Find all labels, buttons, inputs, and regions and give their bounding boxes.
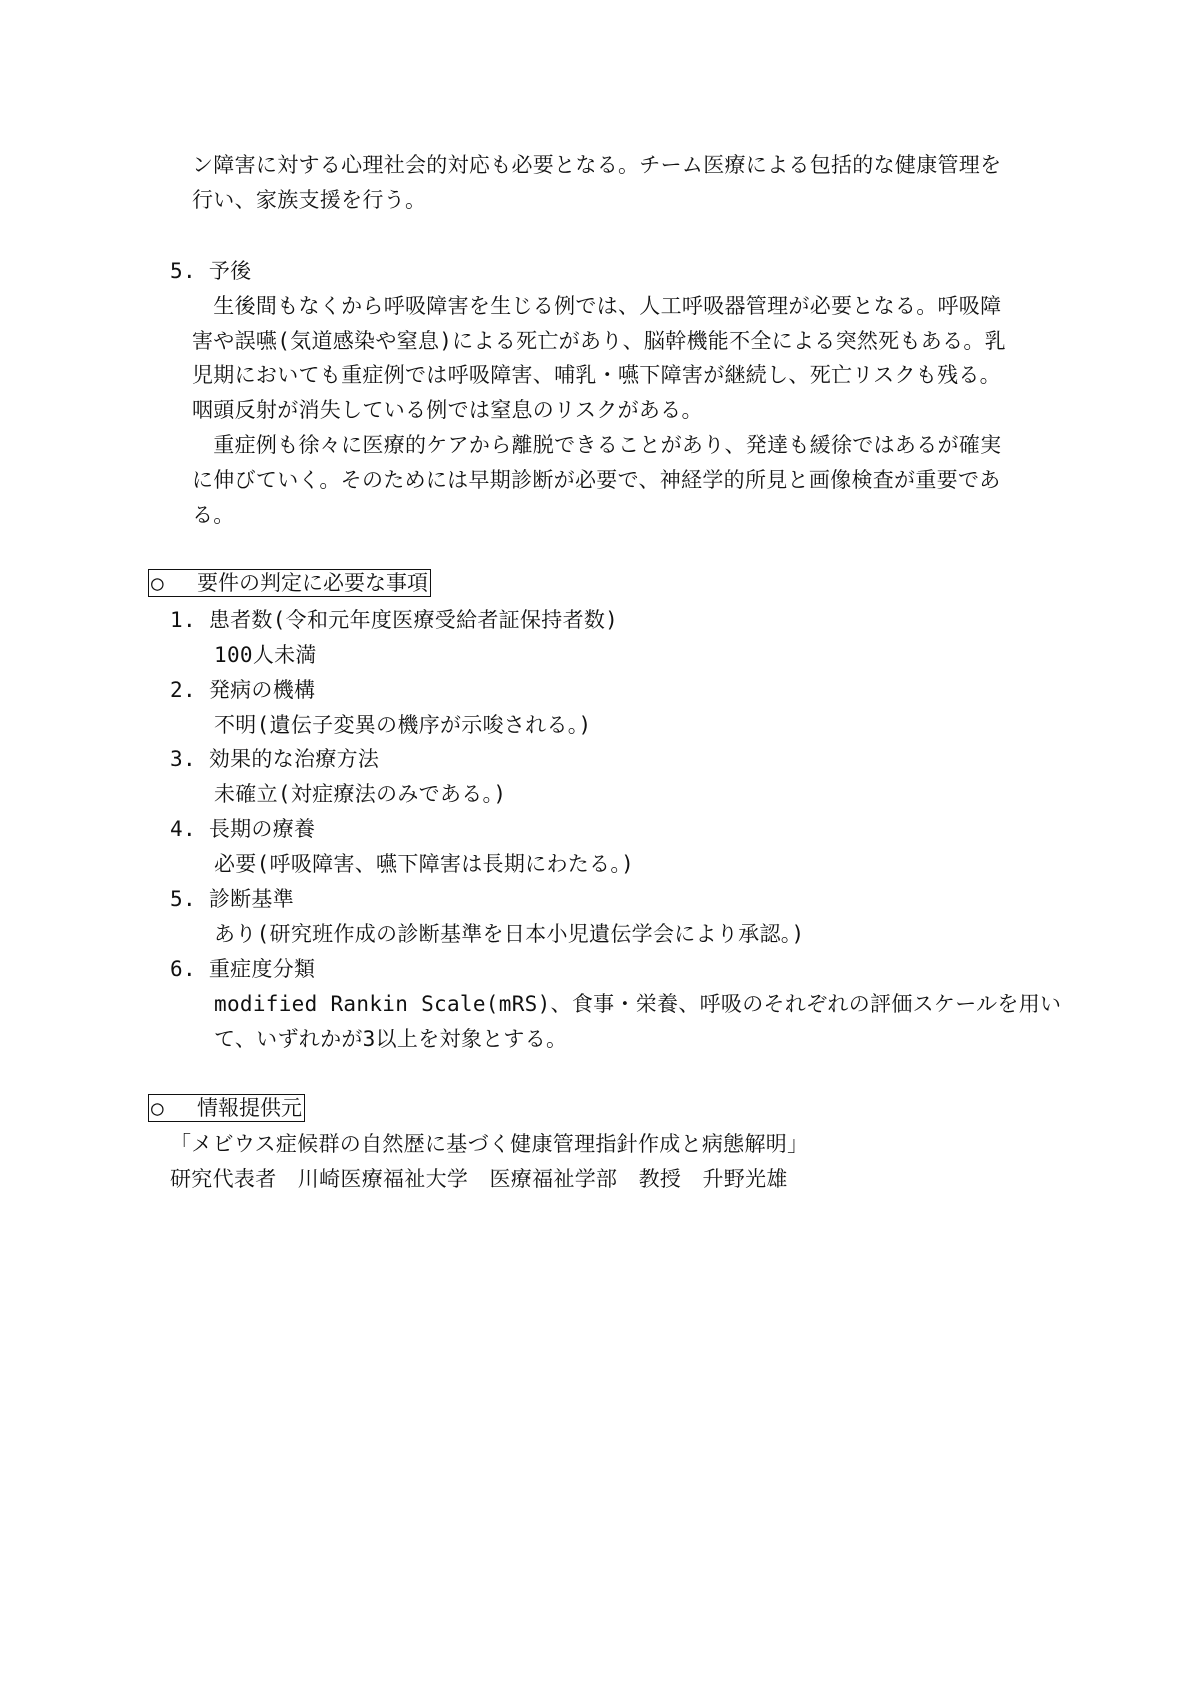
requirement-heading-6: 6. 重症度分類 (170, 957, 316, 981)
requirement-body-4: 必要(呼吸障害、嚥下障害は長期にわたる。) (214, 852, 635, 876)
prognosis-heading: 5. 予後 (170, 259, 252, 283)
requirement-heading-4: 4. 長期の療養 (170, 817, 316, 841)
prognosis-line-4: 咽頭反射が消失している例では窒息のリスクがある。 (192, 398, 703, 422)
requirement-body-2: 不明(遺伝子変異の機序が示唆される。) (214, 713, 592, 737)
prognosis-line-5: 重症例も徐々に医療的ケアから離脱できることがあり、発達も緩徐ではあるが確実 (192, 433, 1002, 457)
source-representative: 研究代表者 川崎医療福祉大学 医療福祉学部 教授 升野光雄 (170, 1167, 788, 1191)
requirement-heading-5: 5. 診断基準 (170, 887, 295, 911)
requirement-body-6-line-2: て、いずれかが3以上を対象とする。 (214, 1027, 568, 1051)
requirement-body-5: あり(研究班作成の診断基準を日本小児遺伝学会により承認。) (214, 922, 805, 946)
prognosis-line-2: 害や誤嚥(気道感染や窒息)による死亡があり、脳幹機能不全による突然死もある。乳 (192, 329, 1006, 353)
requirement-heading-2: 2. 発病の機構 (170, 678, 316, 702)
intro-line-2: 行い、家族支援を行う。 (192, 188, 427, 212)
requirement-body-1: 100人未満 (214, 643, 317, 667)
requirement-body-3: 未確立(対症療法のみである。) (214, 782, 507, 806)
source-title: 情報提供元 (197, 1096, 302, 1120)
circle-mark-icon: ○ (151, 1096, 164, 1120)
prognosis-line-3: 児期においても重症例では呼吸障害、哺乳・嚥下障害が継続し、死亡リスクも残る。 (192, 363, 1001, 387)
requirements-title: 要件の判定に必要な事項 (197, 571, 428, 595)
source-project-title: 「メビウス症候群の自然歴に基づく健康管理指針作成と病態解明」 (170, 1132, 809, 1156)
requirement-body-6-line-1: modified Rankin Scale(mRS)、食事・栄養、呼吸のそれぞれの評価スケールを用い (214, 992, 1062, 1016)
requirements-section-header (148, 569, 431, 597)
requirement-heading-3: 3. 効果的な治療方法 (170, 747, 380, 771)
prognosis-line-1: 生後間もなくから呼吸障害を生じる例では、人工呼吸器管理が必要となる。呼吸障 (192, 294, 1002, 318)
requirement-heading-1: 1. 患者数(令和元年度医療受給者証保持者数) (170, 608, 619, 632)
circle-mark-icon: ○ (151, 571, 164, 595)
intro-line-1: ン障害に対する心理社会的対応も必要となる。チーム医療による包括的な健康管理を (192, 153, 1002, 177)
source-section-header (148, 1094, 305, 1122)
prognosis-line-7: る。 (192, 503, 235, 527)
prognosis-line-6: に伸びていく。そのためには早期診断が必要で、神経学的所見と画像検査が重要であ (192, 468, 1001, 492)
